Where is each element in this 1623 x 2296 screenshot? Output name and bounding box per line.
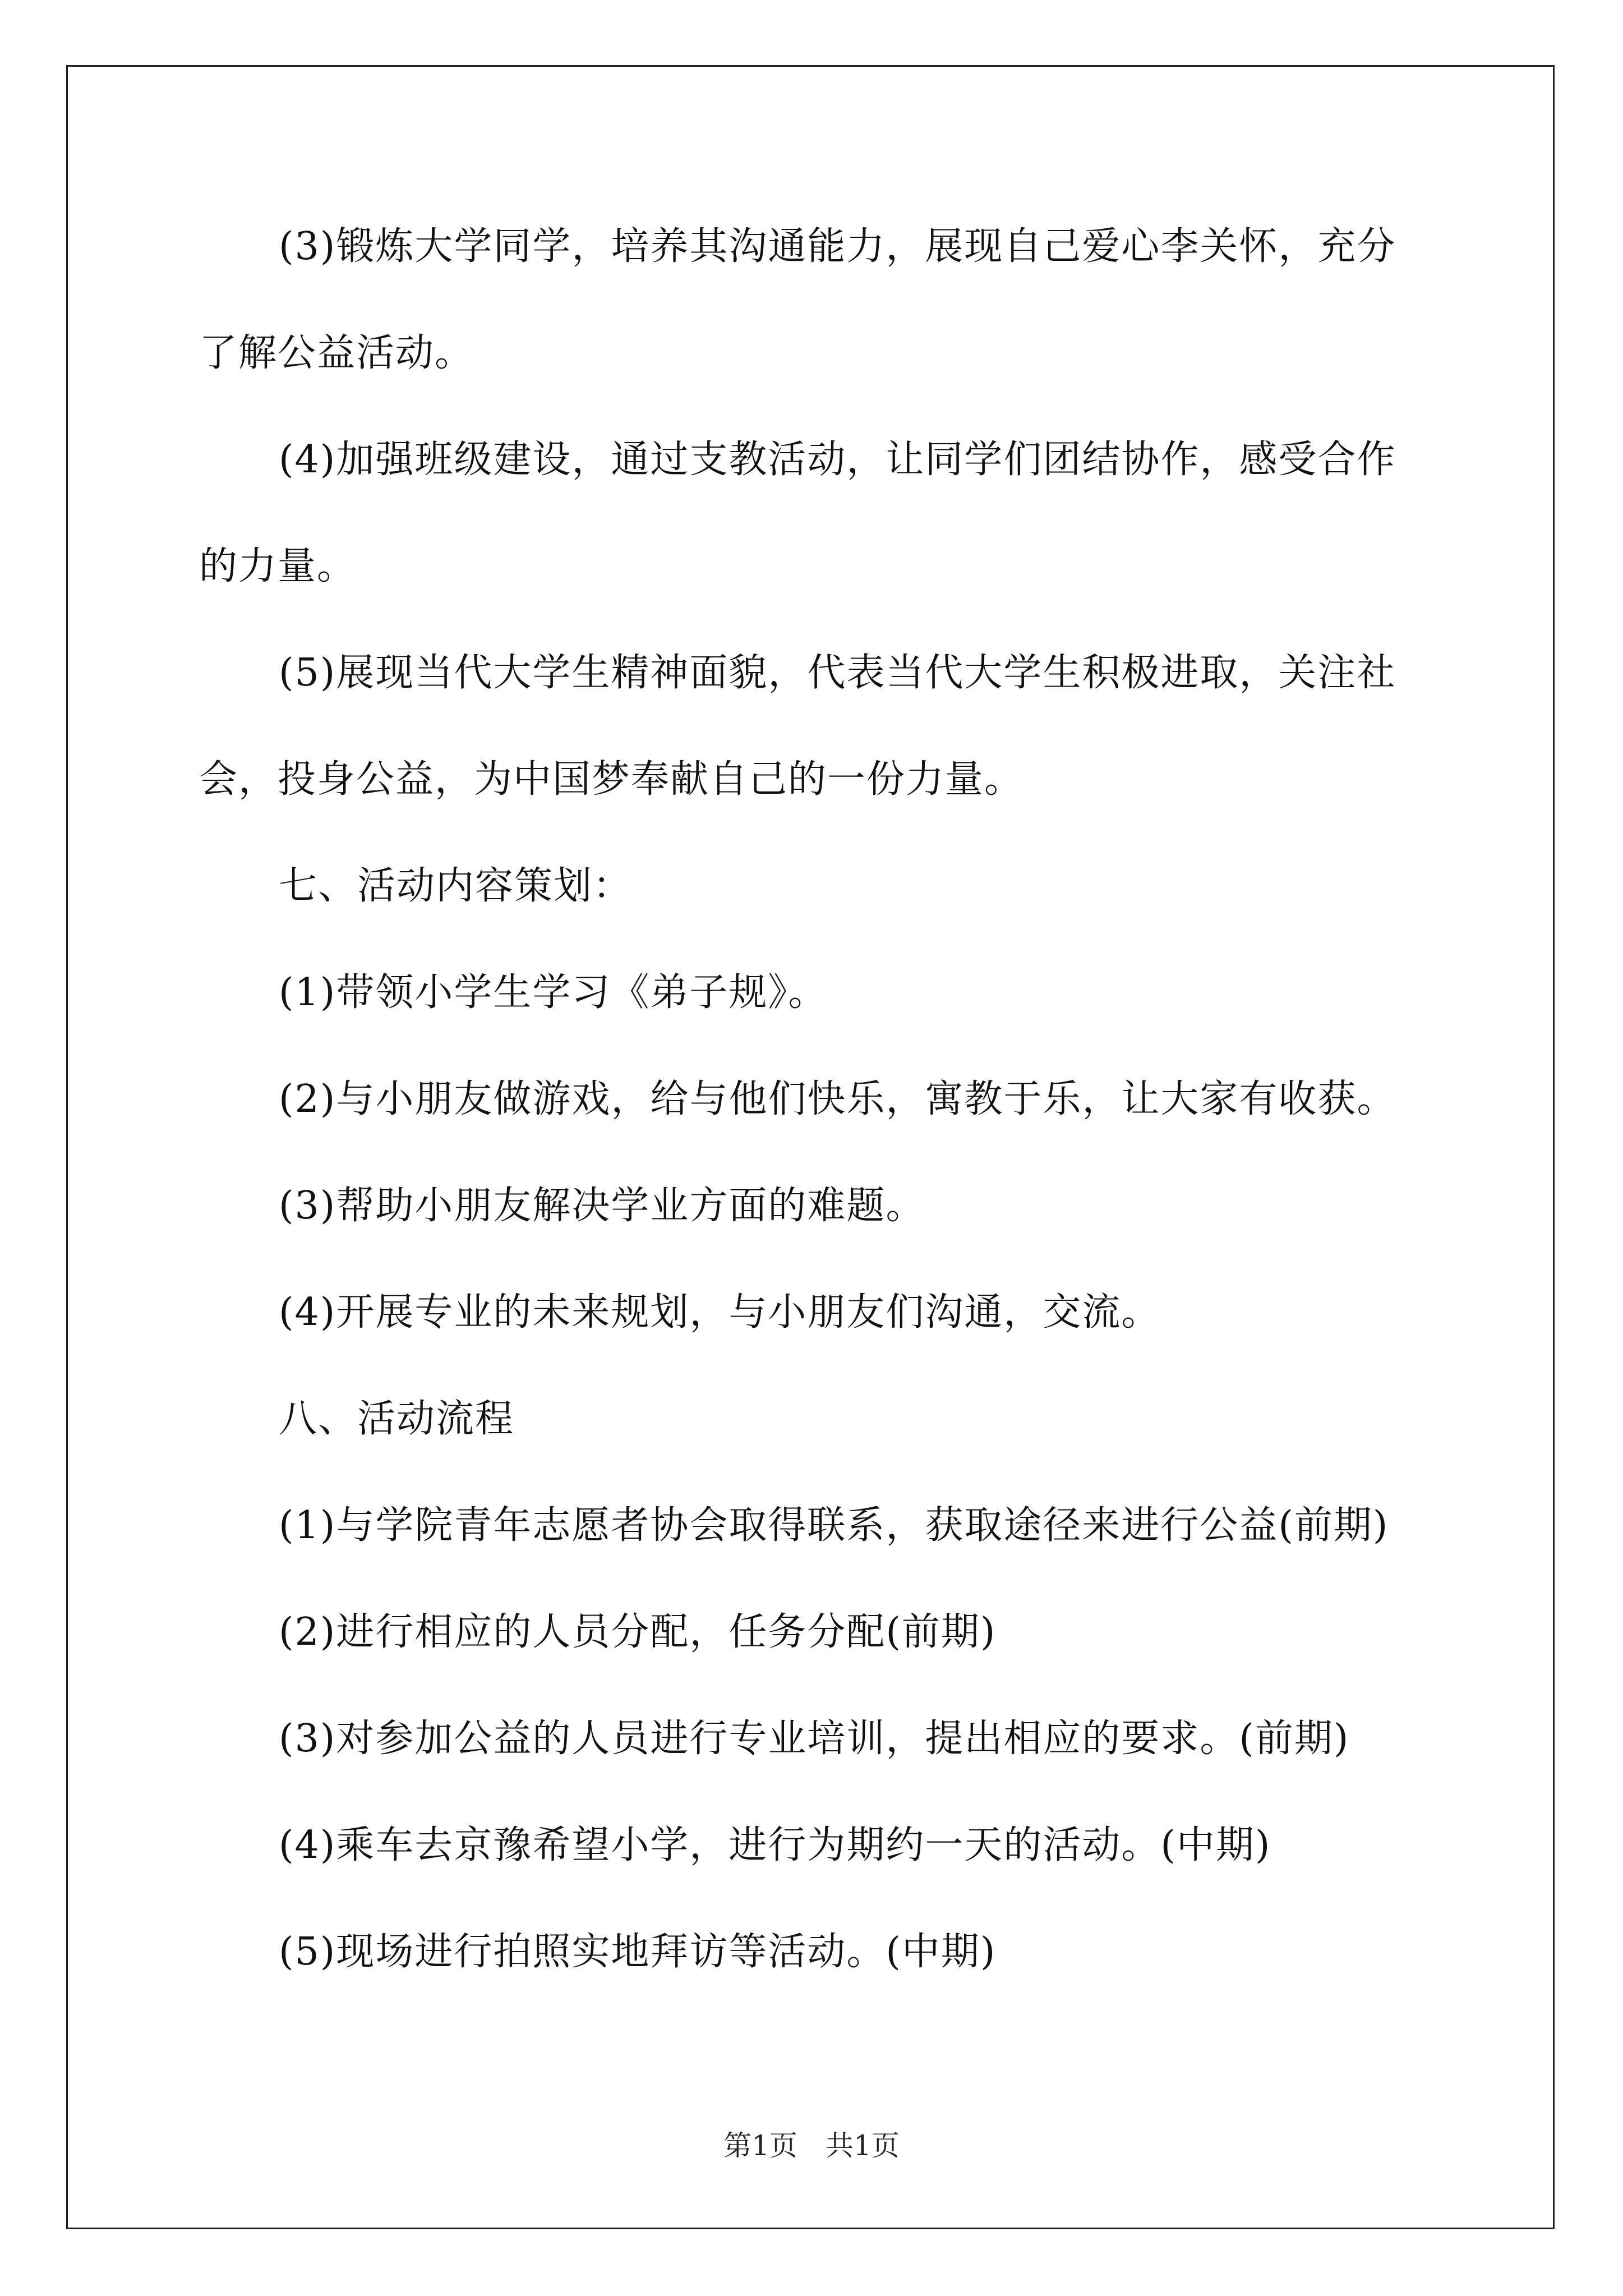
paragraph-line: (4)加强班级建设，通过支教活动，让同学们团结协作，感受合作: [279, 438, 1396, 482]
process-item-3: (3)对参加公益的人员进行专业培训，提出相应的要求。(前期): [279, 1717, 1350, 1761]
paragraph-goal-3: [199, 219, 1433, 381]
section-heading-content-plan: 七、活动内容策划：: [279, 864, 633, 908]
process-item-2: (2)进行相应的人员分配，任务分配(前期): [279, 1610, 997, 1654]
paragraph-line: 了解公益活动。: [199, 331, 474, 375]
page-number-footer: 第1页 共1页: [723, 2129, 900, 2162]
section-heading-process: 八、活动流程: [279, 1397, 515, 1441]
content-item-3: (3)帮助小朋友解决学业方面的难题。: [279, 1184, 925, 1228]
paragraph-line: (5)展现当代大学生精神面貌，代表当代大学生积极进取，关注社: [279, 651, 1396, 695]
process-item-5: (5)现场进行拍照实地拜访等活动。(中期): [279, 1930, 997, 1974]
paragraph-line: (3)锻炼大学同学，培养其沟通能力，展现自己爱心李关怀，充分: [279, 224, 1396, 269]
paragraph-goal-4: [199, 432, 1433, 595]
paragraph-line: 会，投身公益，为中国梦奉献自己的一份力量。: [199, 757, 1024, 802]
content-item-2: (2)与小朋友做游戏，给与他们快乐，寓教于乐，让大家有收获。: [279, 1077, 1396, 1121]
process-item-4: (4)乘车去京豫希望小学，进行为期约一天的活动。(中期): [279, 1823, 1271, 1867]
document-body: [199, 219, 1433, 2031]
paragraph-goal-5: [199, 645, 1433, 808]
paragraph-line: 的力量。: [199, 544, 357, 588]
content-item-1: (1)带领小学生学习《弟子规》。: [279, 970, 828, 1015]
process-item-1: (1)与学院青年志愿者协会取得联系，获取途径来进行公益(前期): [279, 1503, 1389, 1548]
content-item-4: (4)开展专业的未来规划，与小朋友们沟通，交流。: [279, 1290, 1161, 1335]
